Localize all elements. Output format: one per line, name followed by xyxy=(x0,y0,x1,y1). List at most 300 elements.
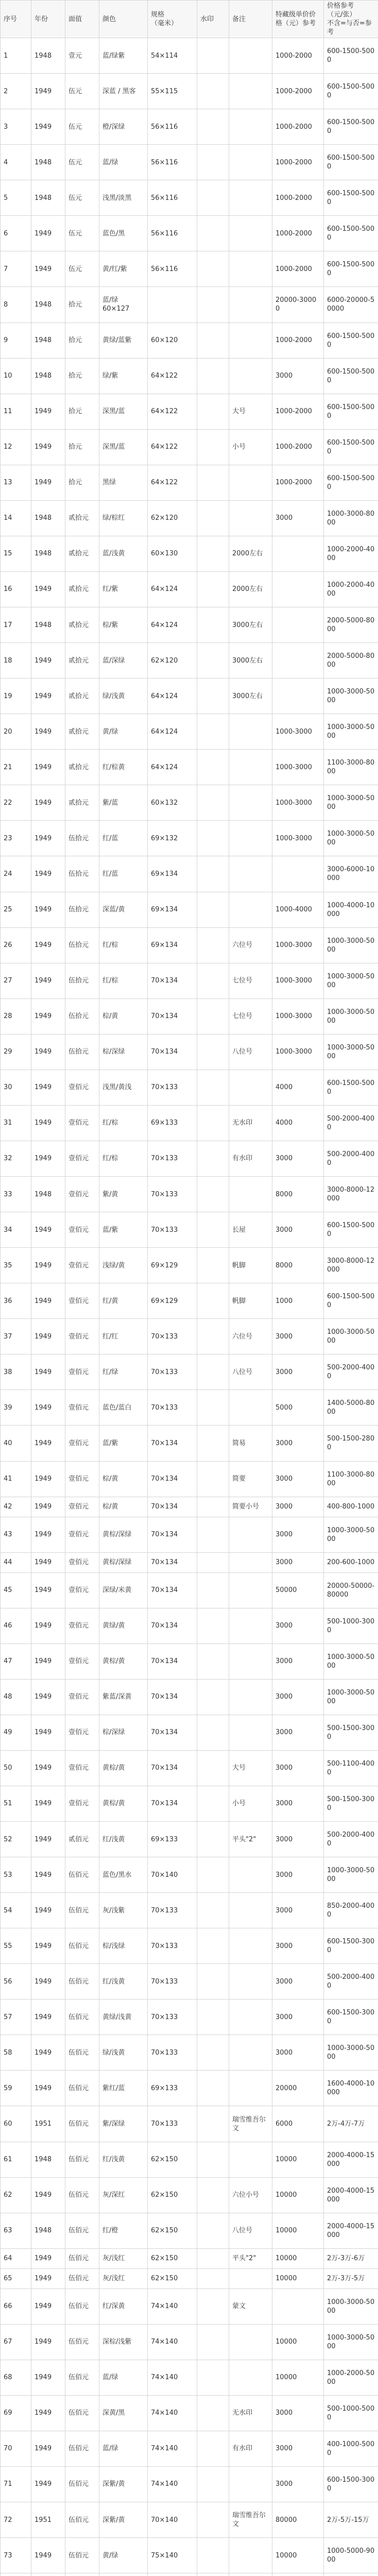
cell-note xyxy=(229,358,272,394)
cell-denomination: 伍佰元 xyxy=(65,2106,99,2142)
cell-note: 长屋 xyxy=(229,1212,272,1248)
cell-year: 1949 xyxy=(31,251,65,287)
cell-year: 1949 xyxy=(31,1893,65,1928)
cell-note xyxy=(229,1928,272,1964)
cell-denomination: 贰拾元 xyxy=(65,500,99,536)
cell-size: 62×150 xyxy=(148,2177,197,2213)
cell-color: 深紫/黄 xyxy=(99,2502,148,2538)
cell-denomination: 伍佰元 xyxy=(65,2142,99,2177)
cell-index: 24 xyxy=(1,856,31,892)
cell-watermark xyxy=(197,963,229,998)
cell-year: 1949 xyxy=(31,394,65,429)
cell-size: 70×134 xyxy=(148,1643,197,1679)
cell-price-range: 400-1000-5000 xyxy=(324,2431,378,2466)
cell-watermark xyxy=(197,821,229,856)
cell-single-price: 1000-2000 xyxy=(272,323,324,358)
cell-size: 69×132 xyxy=(148,821,197,856)
table-row xyxy=(1,1964,378,1999)
cell-note: 平头"2" xyxy=(229,2248,272,2268)
cell-watermark xyxy=(197,2248,229,2268)
cell-single-price: 1000-3000 xyxy=(272,963,324,998)
cell-index: 55 xyxy=(1,1928,31,1964)
cell-watermark xyxy=(197,180,229,216)
cell-price-range: 1000-3000-5000 xyxy=(324,1679,378,1715)
cell-note: 有水印 xyxy=(229,1141,272,1176)
cell-index: 22 xyxy=(1,785,31,821)
cell-denomination: 壹佰元 xyxy=(65,1461,99,1497)
cell-year: 1949 xyxy=(31,856,65,892)
cell-color: 蓝/绿 60×127 xyxy=(99,287,148,323)
cell-color: 灰/浅红 xyxy=(99,2268,148,2289)
table-row xyxy=(1,571,378,607)
cell-single-price: 3000 xyxy=(272,1141,324,1176)
cell-denomination: 壹佰元 xyxy=(65,1141,99,1176)
cell-size: 62×120 xyxy=(148,643,197,679)
cell-color: 棕/黄 xyxy=(99,998,148,1034)
cell-note: 简要 xyxy=(229,1461,272,1497)
cell-price-range: 1000-3000-5000 xyxy=(324,785,378,821)
cell-single-price: 1000-3000 xyxy=(272,714,324,750)
cell-size: 70×133 xyxy=(148,2035,197,2071)
cell-single-price: 3000 xyxy=(272,1893,324,1928)
cell-color: 紫蓝/深黄 xyxy=(99,1679,148,1715)
cell-index: 73 xyxy=(1,2538,31,2573)
column-header-price-range: 价格参考 （元/张） 不含=与否=参考 xyxy=(324,1,378,38)
table-row xyxy=(1,1750,378,1786)
cell-price-range: 500-1000-5000 xyxy=(324,2395,378,2431)
cell-price-range: 600-1500-5000 xyxy=(324,394,378,429)
cell-price-range: 600-1500-5000 xyxy=(324,1283,378,1319)
cell-year: 1949 xyxy=(31,785,65,821)
cell-year: 1949 xyxy=(31,1750,65,1786)
cell-note xyxy=(229,2538,272,2573)
cell-single-price: 3000 xyxy=(272,2431,324,2466)
cell-single-price: 1000-3000 xyxy=(272,785,324,821)
cell-year: 1949 xyxy=(31,1319,65,1354)
cell-year xyxy=(31,2573,65,2576)
cell-note xyxy=(229,1893,272,1928)
cell-price-range: 1000-3000-5000 xyxy=(324,927,378,963)
cell-single-price: 3000 xyxy=(272,1517,324,1552)
cell-denomination: 伍佰元 xyxy=(65,1857,99,1893)
cell-single-price: 80000 xyxy=(272,2502,324,2538)
cell-note: 八位号 xyxy=(229,1354,272,1390)
cell-watermark xyxy=(197,1821,229,1857)
cell-color: 红/橙 xyxy=(99,2213,148,2248)
cell-watermark xyxy=(197,1643,229,1679)
cell-index: 68 xyxy=(1,2360,31,2395)
cell-denomination: 伍拾元 xyxy=(65,998,99,1034)
cell-price-range: 20000-50000-80000 xyxy=(324,1572,378,1608)
cell-single-price: 3000 xyxy=(272,1857,324,1893)
cell-denomination: 贰拾元 xyxy=(65,714,99,750)
cell-single-price: 1000-2000 xyxy=(272,251,324,287)
cell-price-range: 500-1500-3000 xyxy=(324,1715,378,1750)
cell-size: 60×132 xyxy=(148,785,197,821)
cell-denomination: 伍元 xyxy=(65,74,99,109)
cell-index: 34 xyxy=(1,1212,31,1248)
cell-price-range: 600-1500-5000 xyxy=(324,145,378,180)
cell-size: 70×133 xyxy=(148,1177,197,1212)
cell-note xyxy=(229,323,272,358)
cell-color: 黑绿 xyxy=(99,465,148,500)
cell-color: 深黄/黑 xyxy=(99,2395,148,2431)
cell-price-range: 1000-2000-4000 xyxy=(324,571,378,607)
cell-single-price: 3000 xyxy=(272,2395,324,2431)
cell-color: 黄/红/紫 xyxy=(99,251,148,287)
cell-index: 15 xyxy=(1,536,31,571)
cell-denomination: 伍佰元 xyxy=(65,2324,99,2360)
cell-denomination: 伍佰元 xyxy=(65,2248,99,2268)
cell-price-range: 2000-4000-15000 xyxy=(324,2177,378,2213)
column-header-year: 年份 xyxy=(31,1,65,38)
cell-size: 70×134 xyxy=(148,1679,197,1715)
cell-single-price: 1000-2000 xyxy=(272,38,324,74)
cell-color: 红/棕 xyxy=(99,1141,148,1176)
cell-price-range: 600-1500-5000 xyxy=(324,1070,378,1105)
cell-color: 红/黄 xyxy=(99,1283,148,1319)
cell-price-range: 1100-3000-8000 xyxy=(324,1461,378,1497)
table-row xyxy=(1,1715,378,1750)
cell-color: 紫红/蓝 xyxy=(99,2071,148,2106)
cell-color: 棕/黄 xyxy=(99,1497,148,1517)
cell-single-price xyxy=(272,536,324,571)
table-row xyxy=(1,2466,378,2502)
cell-index: 41 xyxy=(1,1461,31,1497)
cell-denomination: 伍佰元 xyxy=(65,2268,99,2289)
cell-price-range: 2万-3万-5万 xyxy=(324,2268,378,2289)
cell-color: 红/浅黄 xyxy=(99,2142,148,2177)
cell-price-range: 1000-4000-10000 xyxy=(324,892,378,927)
cell-denomination: 伍元 xyxy=(65,251,99,287)
cell-price-range: 1000-3000-5000 xyxy=(324,1643,378,1679)
table-row xyxy=(1,2142,378,2177)
cell-denomination: 壹佰元 xyxy=(65,1497,99,1517)
table-row xyxy=(1,465,378,500)
cell-price-range: 500-2000-4000 xyxy=(324,1964,378,1999)
cell-single-price: 20000-30000 xyxy=(272,287,324,323)
cell-watermark xyxy=(197,1893,229,1928)
cell-color: 红/浅黄 xyxy=(99,1821,148,1857)
table-row xyxy=(1,2071,378,2106)
cell-single-price: 3000 xyxy=(272,1643,324,1679)
cell-size: 74×140 xyxy=(148,2324,197,2360)
cell-watermark xyxy=(197,2142,229,2177)
cell-single-price: 10000 xyxy=(272,2213,324,2248)
cell-index: 59 xyxy=(1,2071,31,2106)
cell-year: 1949 xyxy=(31,750,65,785)
cell-size: 69×134 xyxy=(148,927,197,963)
cell-note: 大号 xyxy=(229,1750,272,1786)
cell-color: 棕/浅绿 xyxy=(99,1928,148,1964)
cell-watermark xyxy=(197,1390,229,1426)
cell-year: 1948 xyxy=(31,500,65,536)
cell-price-range: 850-2000-4000 xyxy=(324,1893,378,1928)
cell-denomination: 伍拾元 xyxy=(65,927,99,963)
cell-single-price: 6000 xyxy=(272,2106,324,2142)
cell-year: 1949 xyxy=(31,643,65,679)
cell-watermark xyxy=(197,679,229,714)
cell-price-range: 500-2000-4000 xyxy=(324,1141,378,1176)
cell-color: 绿/紫 xyxy=(99,358,148,394)
column-header-index: 序号 xyxy=(1,1,31,38)
table-row xyxy=(1,1212,378,1248)
cell-color: 黄/绿 xyxy=(99,714,148,750)
cell-index xyxy=(1,2573,31,2576)
cell-year: 1949 xyxy=(31,2538,65,2573)
cell-single-price: 10000 xyxy=(272,2324,324,2360)
cell-denomination: 伍佰元 xyxy=(65,2071,99,2106)
cell-watermark xyxy=(197,1786,229,1821)
cell-size: 70×140 xyxy=(148,1857,197,1893)
cell-watermark xyxy=(197,1750,229,1786)
cell-size: 70×134 xyxy=(148,1786,197,1821)
cell-watermark xyxy=(197,1248,229,1283)
cell-size: 70×140 xyxy=(148,2502,197,2538)
cell-index: 9 xyxy=(1,323,31,358)
cell-single-price: 3000 xyxy=(272,2466,324,2502)
cell-size: 70×133 xyxy=(148,1928,197,1964)
cell-denomination: 拾元 xyxy=(65,394,99,429)
table-row xyxy=(1,1643,378,1679)
cell-note xyxy=(229,2035,272,2071)
cell-single-price: 10000 xyxy=(272,2248,324,2268)
cell-size: 69×134 xyxy=(148,892,197,927)
cell-year: 1949 xyxy=(31,429,65,465)
cell-single-price xyxy=(272,643,324,679)
cell-year: 1949 xyxy=(31,1572,65,1608)
cell-price-range: 1000-3000-5000 xyxy=(324,963,378,998)
cell-size: 64×124 xyxy=(148,750,197,785)
cell-single-price: 3000 xyxy=(272,1999,324,2035)
cell-color: 深黑/蓝 xyxy=(99,394,148,429)
cell-size: 69×129 xyxy=(148,1283,197,1319)
cell-price-range: 2000-5000-8000 xyxy=(324,607,378,643)
cell-index: 61 xyxy=(1,2142,31,2177)
table-row xyxy=(1,679,378,714)
cell-note xyxy=(229,1390,272,1426)
cell-single-price xyxy=(272,679,324,714)
table-row xyxy=(1,643,378,679)
table-row xyxy=(1,1572,378,1608)
cell-single-price: 3000 xyxy=(272,1319,324,1354)
cell-price-range: 600-1500-5000 xyxy=(324,109,378,145)
cell-index: 56 xyxy=(1,1964,31,1999)
cell-denomination: 拾元 xyxy=(65,465,99,500)
cell-single-price: 3000 xyxy=(272,358,324,394)
cell-year: 1949 xyxy=(31,998,65,1034)
cell-year: 1948 xyxy=(31,38,65,74)
cell-price-range: 600-1500-3000 xyxy=(324,1999,378,2035)
cell-color: 灰/深红 xyxy=(99,2177,148,2213)
cell-price-range: 1000-3000-5000 xyxy=(324,998,378,1034)
cell-denomination: 壹佰元 xyxy=(65,1517,99,1552)
cell-color: 红/棕 xyxy=(99,963,148,998)
cell-denomination: 伍元 xyxy=(65,109,99,145)
cell-index: 29 xyxy=(1,1034,31,1070)
cell-note xyxy=(229,856,272,892)
cell-index: 39 xyxy=(1,1390,31,1426)
cell-year: 1949 xyxy=(31,1517,65,1552)
cell-note: 七位号 xyxy=(229,963,272,998)
table-row xyxy=(1,998,378,1034)
cell-color: 红/红 xyxy=(99,1319,148,1354)
cell-price-range: 500-1000-3000 xyxy=(324,1608,378,1643)
cell-single-price: 1000-2000 xyxy=(272,394,324,429)
cell-watermark xyxy=(197,1857,229,1893)
cell-note xyxy=(229,1552,272,1572)
cell-denomination: 伍拾元 xyxy=(65,1034,99,1070)
cell-color: 黄绿/黄 xyxy=(99,1608,148,1643)
cell-single-price: 3000 xyxy=(272,1552,324,1572)
table-row xyxy=(1,323,378,358)
cell-watermark xyxy=(197,2071,229,2106)
cell-index: 53 xyxy=(1,1857,31,1893)
cell-index: 19 xyxy=(1,679,31,714)
table-row xyxy=(1,1319,378,1354)
cell-price-range: 2000-5000-8000 xyxy=(324,643,378,679)
cell-color: 紫/黄 xyxy=(99,1177,148,1212)
cell-watermark xyxy=(197,643,229,679)
cell-denomination: 壹佰元 xyxy=(65,1070,99,1105)
cell-index: 28 xyxy=(1,998,31,1034)
cell-note xyxy=(229,2142,272,2177)
cell-price-range: 1100-3000-8000 xyxy=(324,750,378,785)
cell-note: 无水印 xyxy=(229,1105,272,1141)
cell-index: 44 xyxy=(1,1552,31,1572)
cell-note xyxy=(229,1999,272,2035)
cell-year: 1949 xyxy=(31,1070,65,1105)
cell-color: 深棕/浅紫 xyxy=(99,2324,148,2360)
cell-color: 深蓝 / 黑客 xyxy=(99,74,148,109)
cell-year: 1949 xyxy=(31,1426,65,1461)
cell-denomination xyxy=(65,2573,99,2576)
cell-index: 63 xyxy=(1,2213,31,2248)
cell-price-range: 1400-5000-8000 xyxy=(324,1390,378,1426)
cell-year: 1949 xyxy=(31,2360,65,2395)
cell-index: 23 xyxy=(1,821,31,856)
cell-watermark xyxy=(197,1608,229,1643)
cell-price-range: 2万-3万-6万 xyxy=(324,2248,378,2268)
table-row xyxy=(1,1679,378,1715)
cell-color xyxy=(99,2573,148,2576)
cell-color: 蓝/绿 xyxy=(99,2431,148,2466)
table-row xyxy=(1,2431,378,2466)
cell-denomination: 伍拾元 xyxy=(65,892,99,927)
cell-note: 八位号 xyxy=(229,2213,272,2248)
cell-index: 10 xyxy=(1,358,31,394)
cell-size: 56×116 xyxy=(148,180,197,216)
cell-color: 灰/浅紫 xyxy=(99,1893,148,1928)
cell-price-range: 500-1500-2800 xyxy=(324,1426,378,1461)
cell-watermark xyxy=(197,1964,229,1999)
cell-watermark xyxy=(197,892,229,927)
cell-year: 1948 xyxy=(31,145,65,180)
cell-color: 黄棕/黄 xyxy=(99,1786,148,1821)
cell-price-range: 500-2000-4000 xyxy=(324,1105,378,1141)
cell-denomination: 壹佰元 xyxy=(65,1643,99,1679)
cell-index: 31 xyxy=(1,1105,31,1141)
cell-note xyxy=(229,1857,272,1893)
cell-single-price: 1000-2000 xyxy=(272,216,324,251)
table-row xyxy=(1,2177,378,2213)
cell-color: 绿/浅黄 xyxy=(99,679,148,714)
cell-note: 2000左右 xyxy=(229,536,272,571)
cell-price-range: 500-1100-4000 xyxy=(324,1750,378,1786)
cell-size: 70×133 xyxy=(148,1070,197,1105)
cell-watermark xyxy=(197,1715,229,1750)
cell-index: 32 xyxy=(1,1141,31,1176)
cell-denomination: 壹元 xyxy=(65,38,99,74)
cell-year: 1949 xyxy=(31,2431,65,2466)
cell-denomination: 壹佰元 xyxy=(65,1319,99,1354)
cell-year: 1951 xyxy=(31,2502,65,2538)
cell-year: 1949 xyxy=(31,1786,65,1821)
cell-denomination: 壹佰元 xyxy=(65,1679,99,1715)
table-row xyxy=(1,1034,378,1070)
cell-note xyxy=(229,714,272,750)
cell-denomination: 伍佰元 xyxy=(65,2431,99,2466)
cell-size: 74×140 xyxy=(148,2289,197,2324)
table-row xyxy=(1,2324,378,2360)
cell-index: 4 xyxy=(1,145,31,180)
cell-watermark xyxy=(197,856,229,892)
table-row xyxy=(1,2213,378,2248)
cell-note xyxy=(229,145,272,180)
cell-note: 有水印 xyxy=(229,2431,272,2466)
cell-denomination: 拾元 xyxy=(65,358,99,394)
cell-note xyxy=(229,1643,272,1679)
cell-year: 1948 xyxy=(31,536,65,571)
cell-size: 56×116 xyxy=(148,145,197,180)
cell-watermark xyxy=(197,38,229,74)
cell-note: 大号 xyxy=(229,394,272,429)
cell-price-range: 500-2000-4000 xyxy=(324,1354,378,1390)
cell-watermark xyxy=(197,2324,229,2360)
cell-year: 1949 xyxy=(31,2268,65,2289)
cell-note xyxy=(229,216,272,251)
cell-denomination: 贰拾元 xyxy=(65,785,99,821)
cell-single-price: 3000 xyxy=(272,1212,324,1248)
cell-size: 70×134 xyxy=(148,1497,197,1517)
cell-denomination: 壹佰元 xyxy=(65,1354,99,1390)
cell-index: 16 xyxy=(1,571,31,607)
cell-watermark xyxy=(197,1105,229,1141)
cell-size: 70×134 xyxy=(148,1517,197,1552)
table-row xyxy=(1,429,378,465)
cell-price-range: 400-800-1000 xyxy=(324,1497,378,1517)
cell-watermark xyxy=(197,500,229,536)
table-row xyxy=(1,2360,378,2395)
cell-year: 1948 xyxy=(31,180,65,216)
cell-single-price: 1000 xyxy=(272,1283,324,1319)
cell-note: 帆脚 xyxy=(229,1283,272,1319)
cell-year: 1949 xyxy=(31,1552,65,1572)
cell-color: 浅绿/黄 xyxy=(99,1248,148,1283)
cell-watermark xyxy=(197,429,229,465)
cell-size: 70×134 xyxy=(148,1426,197,1461)
cell-year: 1948 xyxy=(31,2213,65,2248)
cell-color: 深蓝/黄 xyxy=(99,892,148,927)
cell-year: 1949 xyxy=(31,1141,65,1176)
table-row xyxy=(1,714,378,750)
cell-color: 蓝/绿紫 xyxy=(99,38,148,74)
cell-size: 62×150 xyxy=(148,2248,197,2268)
cell-watermark xyxy=(197,1354,229,1390)
cell-index: 50 xyxy=(1,1750,31,1786)
table-row xyxy=(1,1497,378,1517)
cell-watermark xyxy=(197,998,229,1034)
